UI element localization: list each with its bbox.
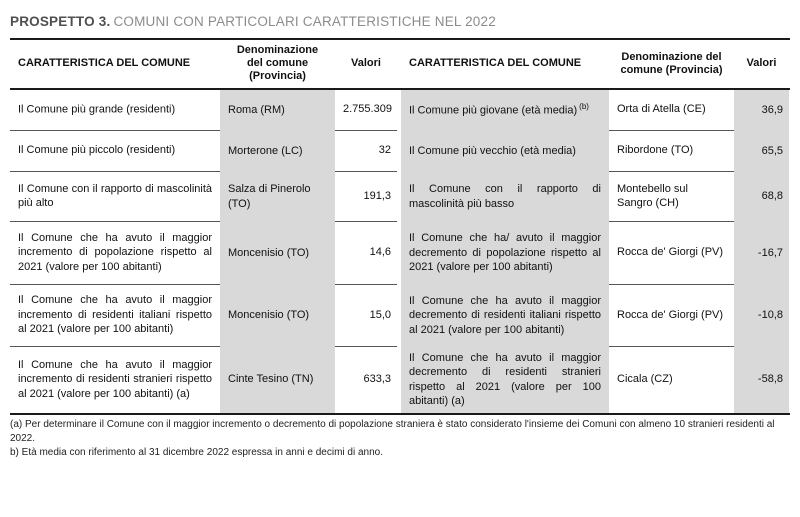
caratteristica-cell: Il Comune più piccolo (residenti) xyxy=(10,131,220,172)
document-page xyxy=(0,14,800,517)
caratteristica-cell: Il Comune con il rapporto di mascolinità più alto xyxy=(10,172,220,222)
caratteristica-cell: Il Comune che ha avuto il maggior incremento di popolazione rispetto al 2021 (valore per 100 abitanti) xyxy=(10,222,220,285)
denominazione-cell: Morterone (LC) xyxy=(220,131,335,172)
footnote-b: b) Età media con riferimento al 31 dicembre 2022 espressa in anni e decimi di anno. xyxy=(10,446,383,458)
caratteristica-cell: Il Comune più vecchio (età media) xyxy=(401,131,609,172)
table-row xyxy=(10,172,790,222)
caratteristica-cell: Il Comune che ha/ avuto il maggior decremento di popolazione rispetto al 2021 (valore per 100 abitanti) xyxy=(401,222,609,285)
caratteristica-cell: Il Comune più grande (residenti) xyxy=(10,90,220,131)
valori-cell: 191,3 xyxy=(335,172,397,222)
valori-cell: 32 xyxy=(335,131,397,172)
caratteristica-cell: Il Comune con il rapporto di mascolinità più basso xyxy=(401,172,609,222)
denominazione-cell: Orta di Atella (CE) xyxy=(609,90,734,131)
valori-cell: 2.755.309 xyxy=(335,90,397,131)
table-number-label: PROSPETTO 3. xyxy=(10,14,111,29)
valori-cell: 68,8 xyxy=(734,172,789,222)
valori-cell: 633,3 xyxy=(363,373,391,386)
header-valori-right: Valori xyxy=(746,57,777,70)
table-title-text: COMUNI CON PARTICOLARI CARATTERISTICHE NEL 2022 xyxy=(113,14,496,29)
footnotes xyxy=(10,418,790,460)
footnote-a: (a) Per determinare il Comune con il maggior incremento o decremento di popolazione straniera è stato considerato l'insieme dei Comuni con almeno 10 stranieri residenti al 2022. xyxy=(10,418,775,444)
caratteristica-cell: Il Comune che ha avuto il maggior decremento di residenti stranieri rispetto al 2021 (valore per 100 abitanti) (a) xyxy=(401,347,609,413)
header-caratteristica-right: CARATTERISTICA DEL COMUNE xyxy=(409,57,582,70)
table-row xyxy=(10,222,790,285)
valori-cell: 14,6 xyxy=(335,222,397,285)
table-bottom-rule xyxy=(10,413,790,415)
denominazione-cell: Rocca de' Giorgi (PV) xyxy=(609,222,734,285)
denominazione-cell: Roma (RM) xyxy=(220,90,335,131)
caratteristica-cell: Il Comune più giovane (età media) $^{(b)}$ xyxy=(401,90,609,131)
caratteristica-cell: Il Comune che ha avuto il maggior incremento di residenti italiani rispetto al 2021 (valore per 100 abitanti) xyxy=(10,285,220,347)
header-caratteristica-left: CARATTERISTICA DEL COMUNE xyxy=(18,57,191,70)
denominazione-cell: Rocca de' Giorgi (PV) xyxy=(609,285,734,347)
denominazione-cell: Moncenisio (TO) xyxy=(220,222,335,285)
valori-cell: 15,0 xyxy=(335,285,397,347)
table-row xyxy=(10,131,790,172)
valori-cell: -58,8 xyxy=(734,347,789,413)
valori-cell: -10,8 xyxy=(734,285,789,347)
caratteristica-cell: Il Comune che ha avuto il maggior decremento di residenti italiani rispetto al 2021 (valore per 100 abitanti) xyxy=(401,285,609,347)
header-denominazione-left: Denominazione del comune (Provincia) xyxy=(236,44,319,83)
footnote-marker: (b) xyxy=(579,101,589,111)
denominazione-cell: Salza di Pinerolo (TO) xyxy=(220,172,335,222)
denominazione-cell: Ribordone (TO) xyxy=(609,131,734,172)
valori-cell: -16,7 xyxy=(734,222,789,285)
denominazione-cell: Moncenisio (TO) xyxy=(220,285,335,347)
header-valori-left: Valori xyxy=(351,57,381,70)
table-header-row xyxy=(10,40,790,88)
page-title xyxy=(10,14,790,29)
valori-cell: 36,9 xyxy=(734,90,789,131)
table-row xyxy=(10,90,790,131)
denominazione-cell: Montebello sul Sangro (CH) xyxy=(609,172,734,222)
caratteristica-cell: Il Comune che ha avuto il maggior incremento di residenti stranieri rispetto al 2021 (valore per 100 abitanti) (a) xyxy=(18,358,212,400)
header-denominazione-right: Denominazione del comune (Provincia) xyxy=(620,50,723,76)
valori-cell: 65,5 xyxy=(734,131,789,172)
denominazione-cell: Cicala (CZ) xyxy=(617,373,673,386)
table-row xyxy=(10,347,790,413)
denominazione-cell: Cinte Tesino (TN) xyxy=(220,347,335,413)
table-row xyxy=(10,285,790,347)
